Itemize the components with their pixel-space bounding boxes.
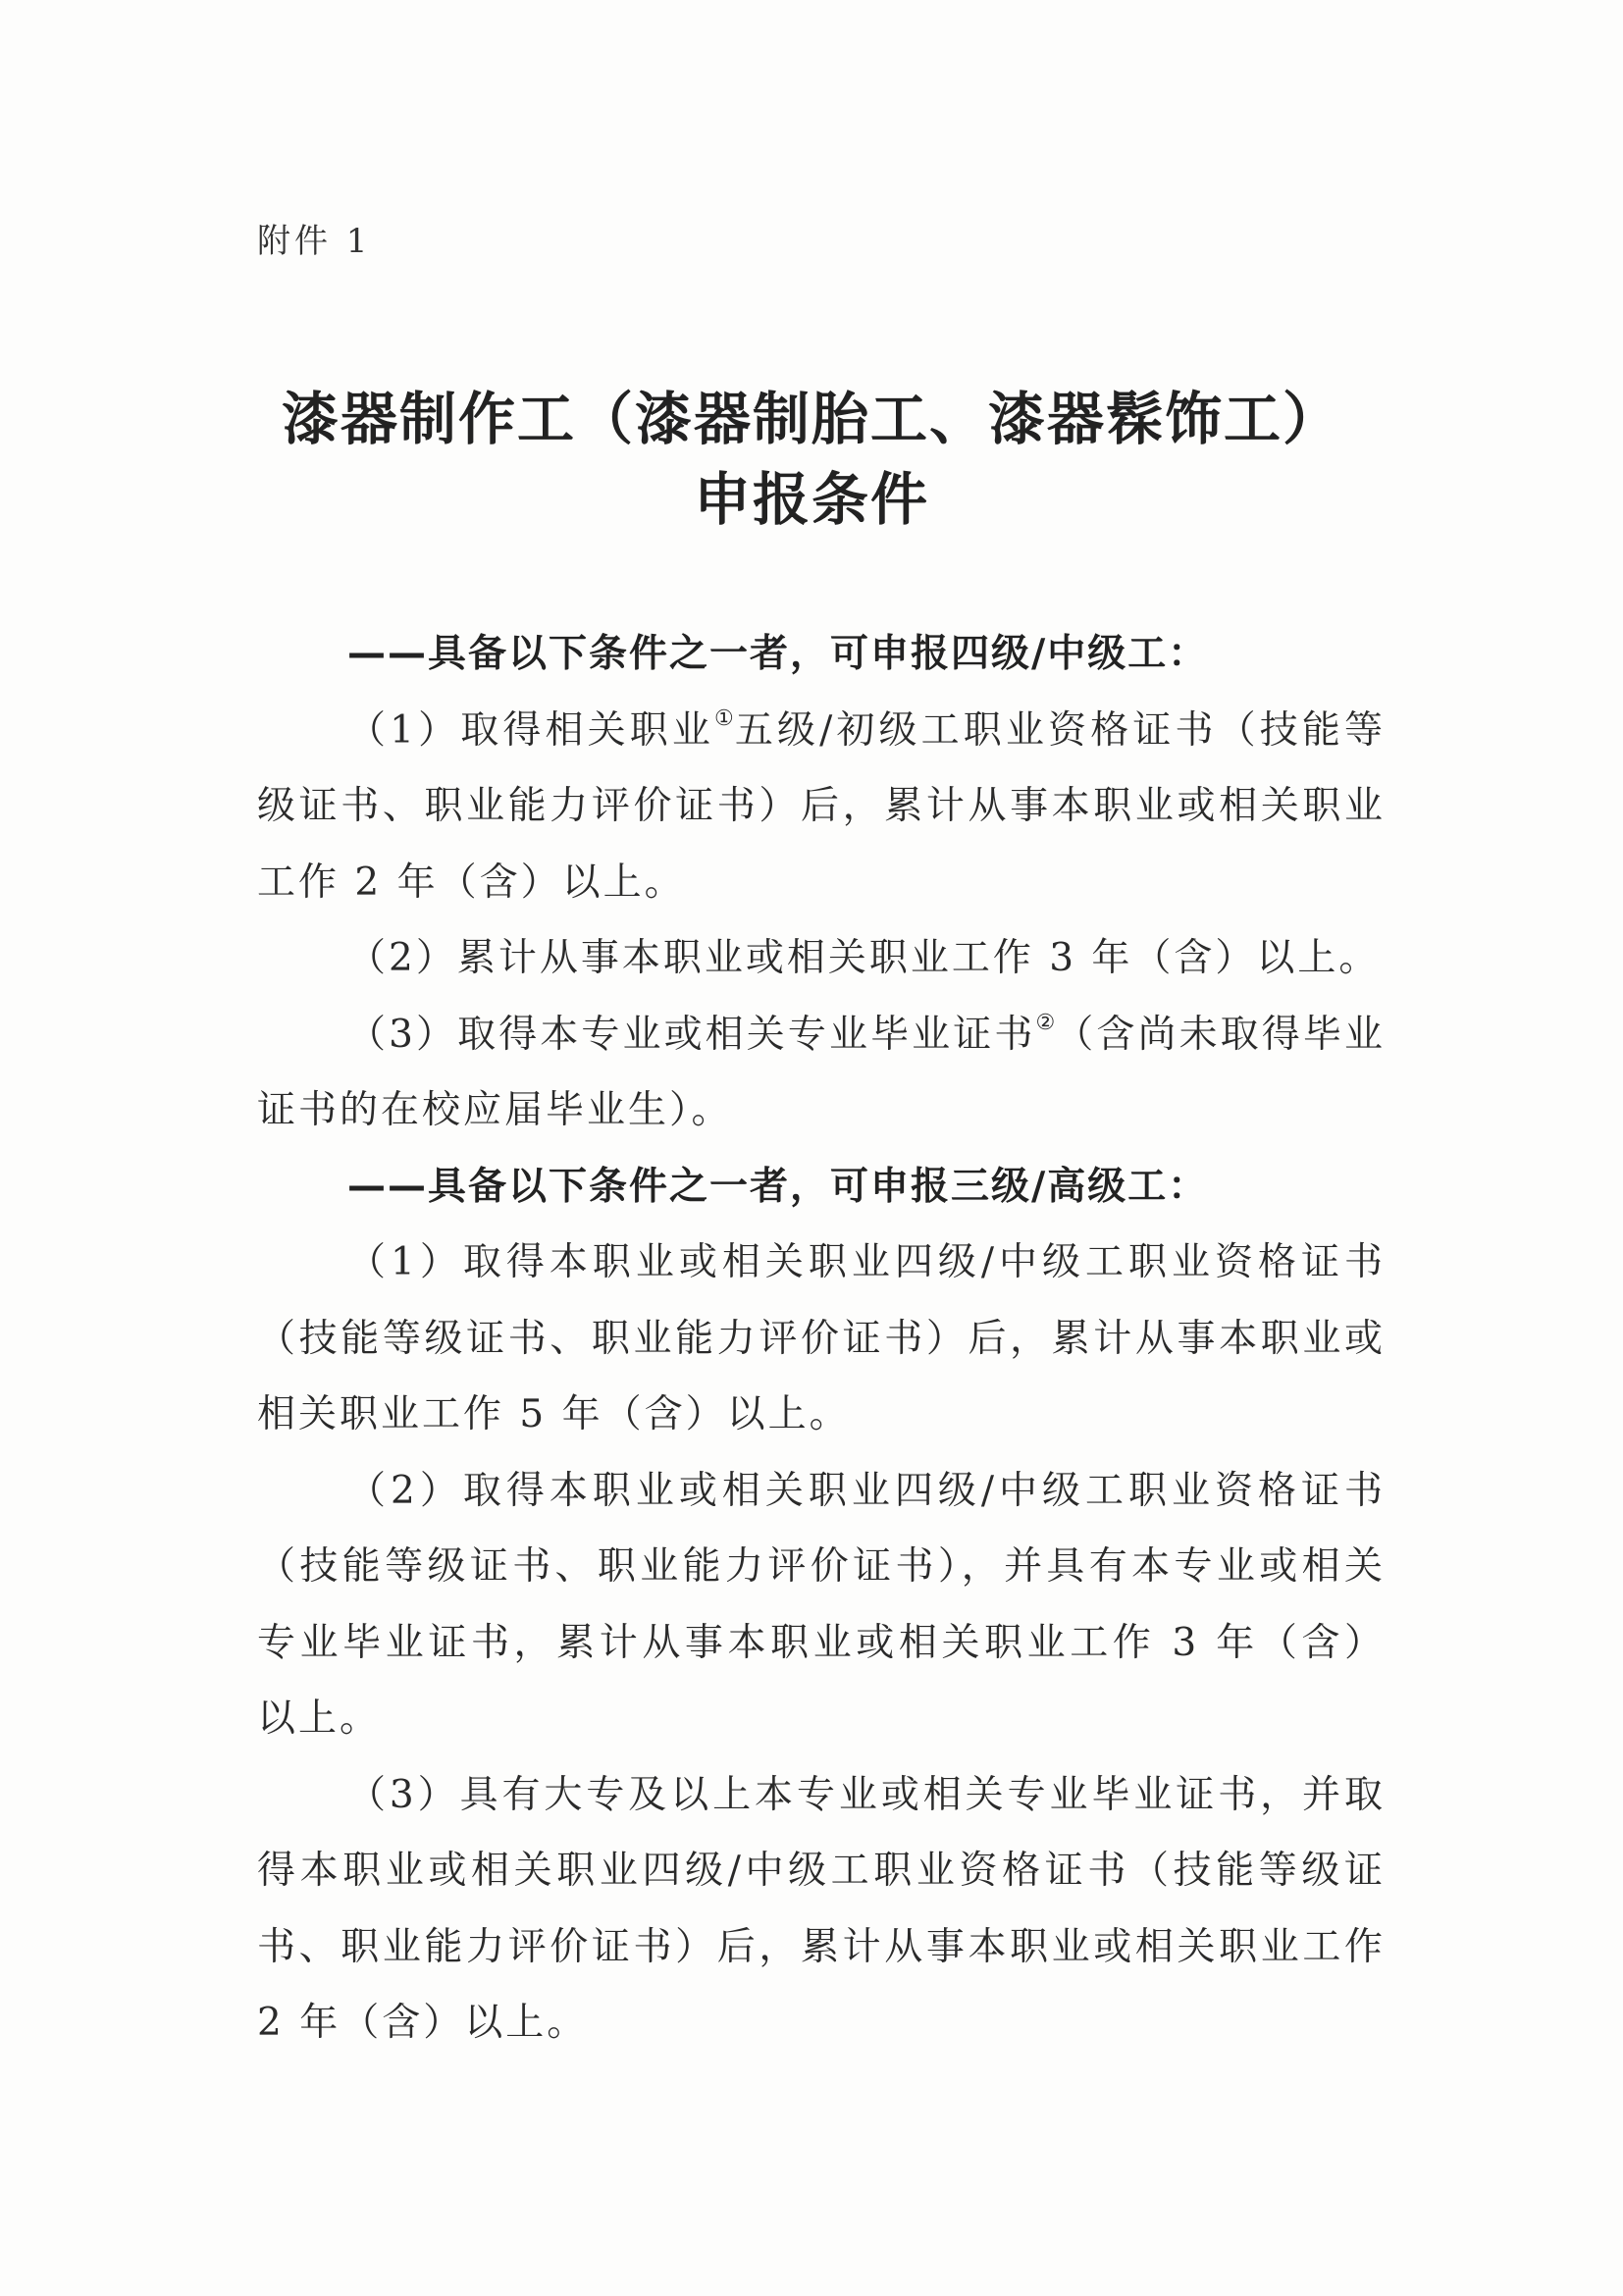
attachment-label: 附件 1: [257, 222, 372, 261]
section-heading-level-3: ——具备以下条件之一者，可申报三级/高级工：: [347, 1164, 1209, 1209]
document-title-line-2: 申报条件: [693, 466, 929, 533]
document-body: [257, 616, 1386, 2061]
document-title-line-1: 漆器制作工（漆器制胎工、漆器髹饰工）: [281, 386, 1341, 452]
condition-item: [257, 693, 1386, 921]
condition-text: 五级/初级工职业资格证书（技能等级证书、职业能力评价证书）后，累计从事本职业或相关职业工作 2 年（含）以上。: [257, 707, 1386, 905]
condition-item: [257, 920, 1386, 997]
condition-text: （3）取得本专业或相关专业毕业证书: [347, 1012, 1036, 1057]
footnote-marker: ②: [1035, 1010, 1056, 1035]
condition-text: （含尚未取得毕业证书的在校应届毕业生）。: [257, 1012, 1386, 1132]
condition-text: （1）取得本职业或相关职业四级/中级工职业资格证书（技能等级证书、职业能力评价证书）后，累计从事本职业或相关职业工作 5 年（含）以上。: [257, 1240, 1386, 1436]
condition-text: （3）具有大专及以上本专业或相关专业毕业证书，并取得本职业或相关职业四级/中级工职业资格证书（技能等级证书、职业能力评价证书）后，累计从事本职业或相关职业工作 2 年（含）以上。: [257, 1772, 1386, 2045]
condition-item: [257, 997, 1386, 1149]
condition-item: [257, 1757, 1386, 2061]
condition-item: [257, 1453, 1386, 1757]
footnote-marker: ①: [714, 705, 735, 731]
section-heading-level-4: ——具备以下条件之一者，可申报四级/中级工：: [347, 632, 1209, 676]
condition-text: （1）取得相关职业: [347, 707, 715, 753]
condition-text: （2）取得本职业或相关职业四级/中级工职业资格证书（技能等级证书、职业能力评价证书），并具有本专业或相关专业毕业证书，累计从事本职业或相关职业工作 3 年（含）以上。: [257, 1468, 1386, 1741]
condition-item: [257, 1225, 1386, 1453]
condition-text: （2）累计从事本职业或相关职业工作 3 年（含）以上。: [347, 936, 1381, 980]
